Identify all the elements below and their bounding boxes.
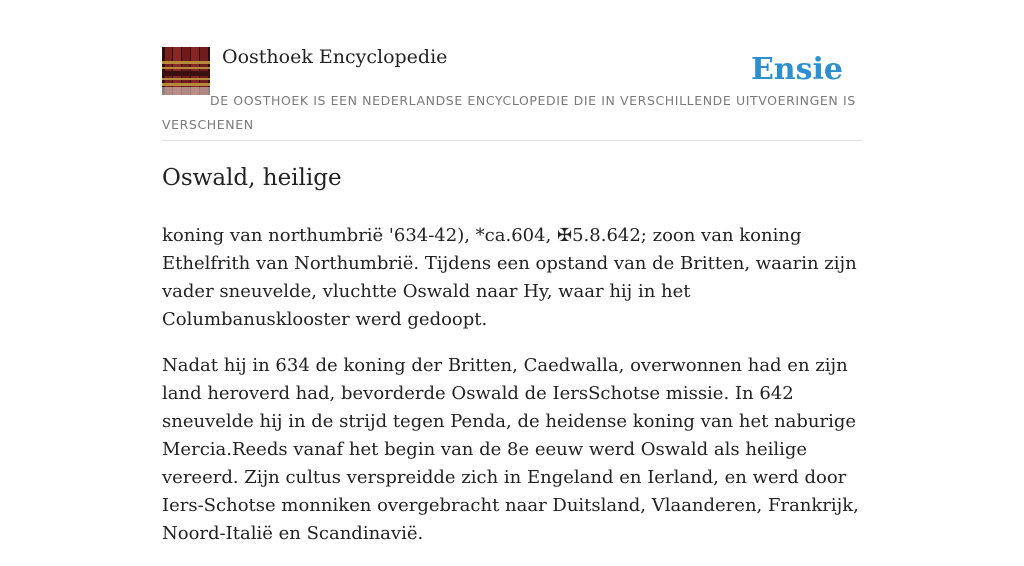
- article-paragraph: Nadat hij in 634 de koning der Britten, Caedwalla, overwonnen had en zijn land heroverd had, bevorderde Oswald de IersSchotse missie. In 642 sneuvelde hij in de strijd tegen Penda, de heidense koning van het naburige Mercia.Reeds vanaf het begin van de 8e eeuw werd Oswald als heilige vereerd. Zijn cultus verspreidde zich in Engeland en Ierland, en werd door Iers-Schotse monniken overgebracht naar Duitsland, Vlaanderen, Frankrijk, Noord-Italië en Scandinavië.: [162, 355, 859, 544]
- site-header: [162, 44, 862, 141]
- article-title: Oswald, heilige: [162, 165, 342, 191]
- encyclopedia-books-icon[interactable]: [162, 47, 210, 95]
- article: [162, 160, 866, 566]
- site-title[interactable]: Oosthoek Encyclopedie: [222, 46, 448, 68]
- article-paragraph: koning van northumbrië '634-42), *ca.604, ✠5.8.642; zoon van koning Ethelfrith van Northumbrië. Tijdens een opstand van de Britten, waarin zijn vader sneuvelde, vluchtte Oswald naar Hy, waar hij in het Columbanusklooster werd gedoopt.: [162, 225, 857, 330]
- site-tagline: DE OOSTHOEK IS EEN NEDERLANDSE ENCYCLOPEDIE DIE IN VERSCHILLENDE UITVOERINGEN IS VERSCHENEN: [162, 93, 856, 132]
- brand-logo[interactable]: Ensie: [750, 52, 843, 87]
